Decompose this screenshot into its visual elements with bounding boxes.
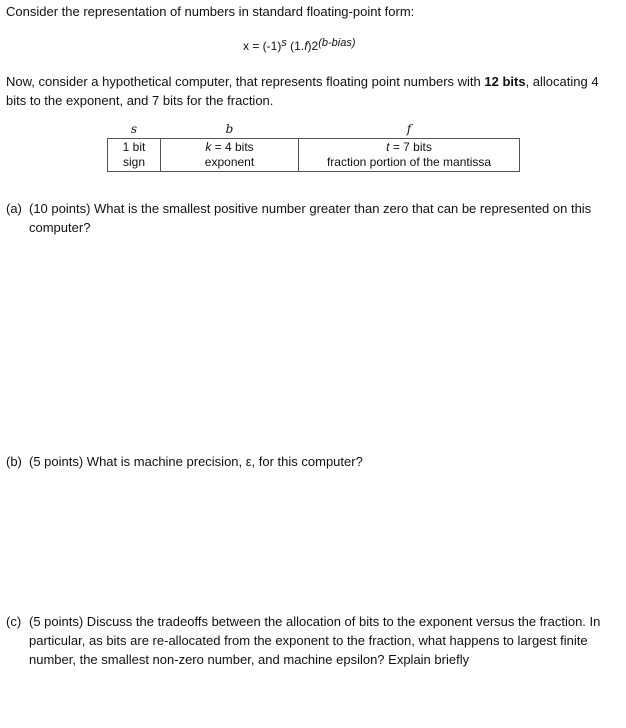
question-c-text: (5 points) Discuss the tradeoffs between the allocation of bits to the exponent versus the fraction. In particular, as bits are re-allocated from the exponent to the fraction, what happens to largest finite number, the smallest non-zero number, and machine epsilon? Explain briefly [29,614,601,667]
bit-allocation-table [107,117,520,172]
question-c-label: (c) [6,614,22,629]
question-a-label: (a) [6,201,22,216]
exponent-label: exponent [204,155,255,169]
header-b: b [225,122,234,136]
floating-point-formula [243,38,356,55]
fraction-var: t [386,140,390,154]
question-b [6,452,606,471]
fraction-cell [299,139,520,172]
exponent-bits [161,140,298,155]
question-b-text: (5 points) What is machine precision, ε, for this computer? [29,454,363,469]
exponent-cell [161,139,299,172]
sign-bits: 1 bit [122,140,146,154]
sign-label: sign [122,155,145,169]
header-s: s [130,122,138,136]
formula-mid: (1. [286,39,305,53]
formula-close: )2 [307,39,319,53]
description-bold: 12 bits [484,74,526,89]
exponent-bits-rest: = 4 bits [211,140,254,154]
header-f: f [406,122,412,136]
description-before: Now, consider a hypothetical computer, that represents floating point numbers with [6,74,485,89]
question-a-text: (10 points) What is the smallest positive number greater than zero that can be represented on this computer? [29,201,592,235]
fraction-bits [299,140,519,155]
exponent-var: k [205,140,212,154]
fraction-bits-rest: = 7 bits [389,140,432,154]
formula-lhs: x = (-1) [243,39,282,53]
sign-cell [108,139,161,172]
formula-sign-exponent: s [281,37,287,49]
question-b-label: (b) [6,454,22,469]
problem-description [6,72,618,110]
table-header-row [108,117,520,139]
fraction-label: fraction portion of the mantissa [326,155,492,169]
table-body-row [108,139,520,172]
question-c [6,612,606,669]
intro-text: Consider the representation of numbers in standard floating-point form: [6,4,415,19]
question-a [6,199,606,237]
formula-fraction: f [304,39,308,53]
description-after: , allocating 4 bits to the exponent, and 7 bits for the fraction. [6,74,599,108]
formula-exponent: (b-bias) [318,37,356,49]
